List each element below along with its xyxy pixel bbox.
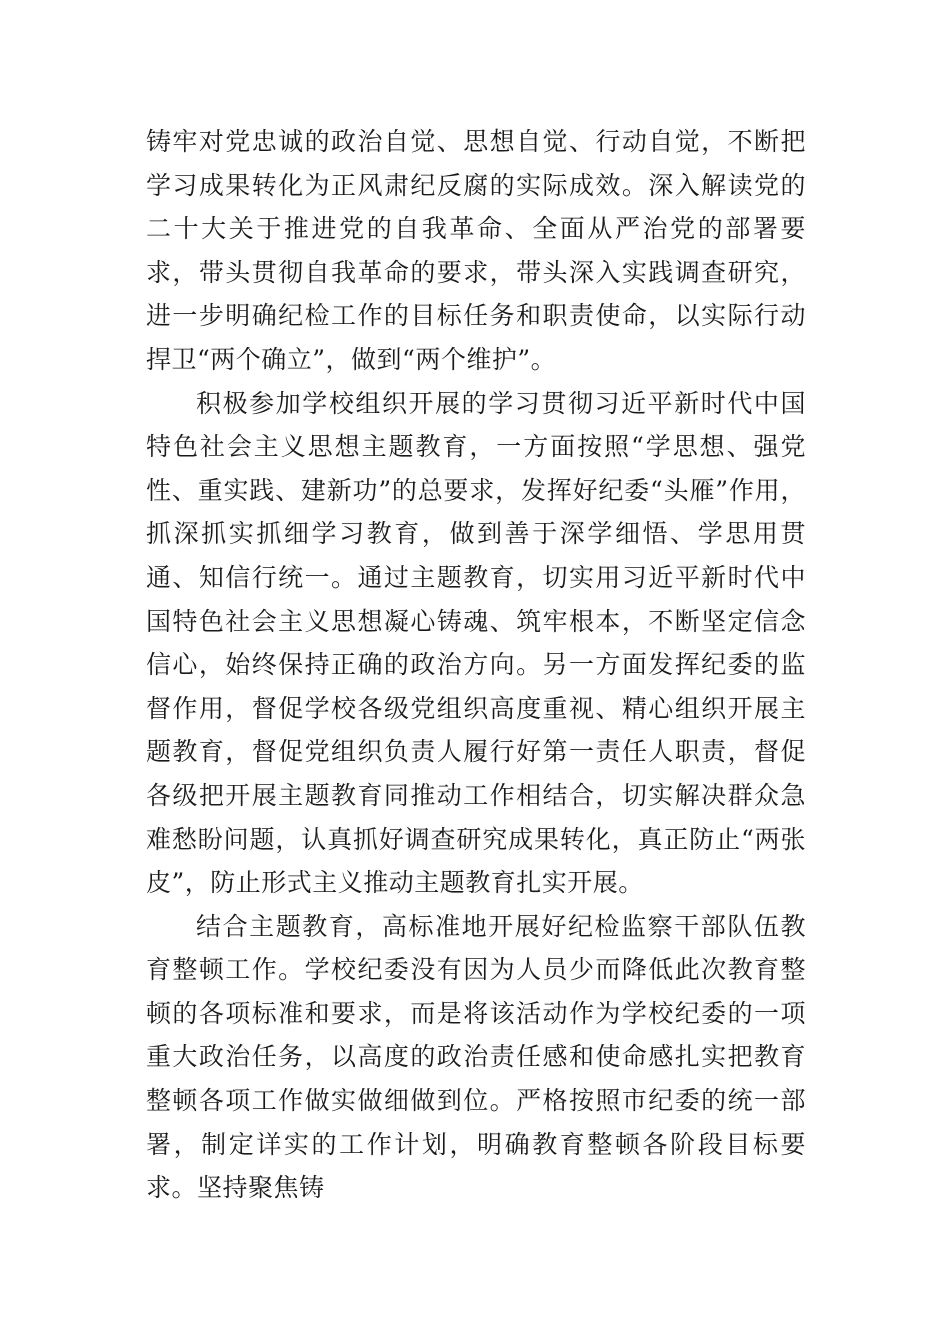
paragraph-theme-education: 积极参加学校组织开展的学习贯彻习近平新时代中国特色社会主义思想主题教育，一方面按照“学思想、强党性、重实践、建新功”的总要求，发挥好纪委“头雁”作用，抓深抓实抓细学习教育，做到善于深学细悟、学思用贯通、知信行统一。通过主题教育，切实用习近平新时代中国特色社会主义思想凝心铸魂、筑牢根本，不断坚定信念信心，始终保持正确的政治方向。另一方面发挥纪委的监督作用，督促学校各级党组织高度重视、精心组织开展主题教育，督促党组织负责人履行好第一责任人职责，督促各级把开展主题教育同推动工作相结合，切实解决群众急难愁盼问题，认真抓好调查研究成果转化，真正防止“两张皮”，防止形式主义推动主题教育扎实开展。: [146, 388, 806, 898]
paragraph-team-rectification: 结合主题教育，高标准地开展好纪检监察干部队伍教育整顿工作。学校纪委没有因为人员少而降低此次教育整顿的各项标准和要求，而是将该活动作为学校纪委的一项重大政治任务，以高度的政治责任感和使命感扎实把教育整顿各项工作做实做细做到位。严格按照市纪委的统一部署，制定详实的工作计划，明确教育整顿各阶段目标要求。坚持聚焦铸: [146, 911, 806, 1203]
paragraph-continued: 铸牢对党忠诚的政治自觉、思想自觉、行动自觉，不断把学习成果转化为正风肃纪反腐的实际成效。深入解读党的二十大关于推进党的自我革命、全面从严治党的部署要求，带头贯彻自我革命的要求，带头深入实践调查研究，进一步明确纪检工作的目标任务和职责使命，以实际行动捍卫“两个确立”，做到“两个维护”。: [146, 127, 806, 374]
document-body: [146, 120, 806, 1210]
